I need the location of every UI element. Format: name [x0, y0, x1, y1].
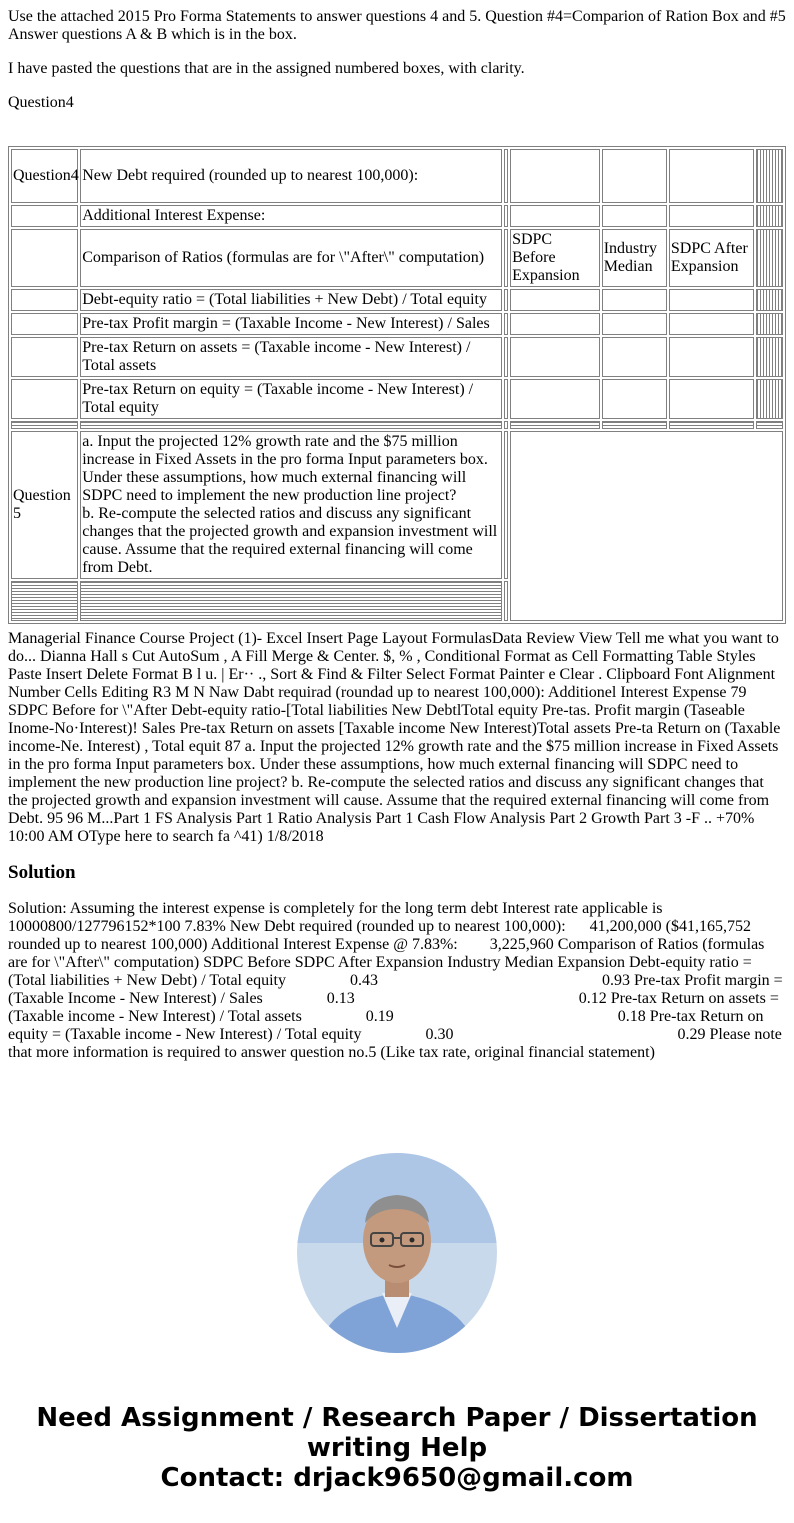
cell-empty — [669, 149, 755, 203]
q5-label: Question 5 — [11, 431, 78, 579]
intro-note: I have pasted the questions that are in the assigned numbered boxes, with clarity. — [8, 60, 525, 77]
cell-empty — [602, 149, 667, 203]
tutor-avatar — [297, 1153, 497, 1353]
row-additional-interest: Additional Interest Expense: — [80, 205, 502, 227]
cta-line-1: Need Assignment / Research Paper / Dissertation — [36, 1403, 758, 1433]
cta-contact-email: Contact: drjack9650@gmail.com — [160, 1463, 634, 1493]
excel-screenshot-text: Managerial Finance Course Project (1)- Excel Insert Page Layout FormulasData Review View Tell me what you want to do... Dianna Hall s Cut AutoSum , A Fill Merge & Center. $, % , Conditional Format as Cell Formatting Table Styles Paste Insert Delete Format B l u. | Er·· ., Sort & Find & Filter Select Format Painter e Clear . Clipboard Font Alignment Number Cells Editing R3 M N Naw Dabt requirad (roundad up to nearest 100,000): Additionel Interest Expense 79 SDPC Before for \"After Debt-equity ratio-[Total liabilities New DebtlTotal equity Pre-tas. Profit margin (Taseable Inome-No·Interest)! Sales Pre-tax Return on assets [Taxable income New Interest)Total assets Pre-ta Return on (Taxable income-Ne. Interest) , Total equit 87 a. Input the projected 12% growth rate and the $75 million increase in Fixed Assets in the pro forma Input parameters box. Under these assumptions, how much external financing will SDPC need to implement the new production line project? b. Re-compute the selected ratios and discuss any significant changes that the projected growth and expansion investment will cause. Assume that the required external financing will come from Debt. 95 96 M...Part 1 FS Analysis Part 1 Ratio Analysis Part 1 Cash Flow Analysis Part 2 Growth Part 3 -F .. +70% 10:00 AM OType here to search fa ^41) 1/8/2018 — [8, 630, 781, 845]
q5-part-b: b. Re-compute the selected ratios and discuss any significant changes that the projected growth and expansion investment will cause. Assume that the required external financing will come from Debt. — [82, 505, 498, 576]
cell-empty — [510, 149, 600, 203]
tutor-portrait-image — [297, 1153, 497, 1353]
question-table — [8, 146, 786, 624]
row-profit-margin: Pre-tax Profit margin = (Taxable Income - New Interest) / Sales — [80, 313, 502, 335]
header-industry-median: Industry Median — [602, 229, 667, 287]
row-new-debt: New Debt required (rounded up to nearest 100,000): — [80, 149, 502, 203]
q4-label: Question4 — [11, 149, 78, 203]
intro-question-label: Question4 — [8, 94, 74, 111]
solution-body: Solution: Assuming the interest expense is completely for the long term debt Interest rate applicable is 10000800/127796152*100 7.83% New Debt required (rounded up to nearest 100,000): 41,200,000 ($41,165,752 rounded up to nearest 100,000) Additional Interest Expense @ 7.83%: 3,225,960 Comparison of Ratios (formulas are for \"After\" computation) SDPC Before SDPC After Expansion Industry Median Expansion Debt-equity ratio = (Total liabilities + New Debt) / Total equity 0.43 0.93 Pre-tax Profit margin = (Taxable Income - New Interest) / Sales 0.13 0.12 Pre-tax Return on assets = (Taxable income - New Interest) / Total assets 0.19 0.18 Pre-tax Return on equity = (Taxable income - New Interest) / Total equity 0.30 0.29 Please note that more information is required to answer question no.5 (Like tax rate, original financial statement) — [8, 900, 787, 1061]
row-return-on-assets: Pre-tax Return on assets = (Taxable income - New Interest) / Total assets — [80, 337, 502, 377]
header-sdpc-before: SDPC Before Expansion — [510, 229, 600, 287]
header-sdpc-after: SDPC After Expansion — [669, 229, 755, 287]
row-comparison-of-ratios: Comparison of Ratios (formulas are for \"After\" computation) — [80, 229, 502, 287]
row-return-on-equity: Pre-tax Return on equity = (Taxable income - New Interest) / Total equity — [80, 379, 502, 419]
contact-banner — [0, 1403, 794, 1493]
row-debt-equity: Debt-equity ratio = (Total liabilities + New Debt) / Total equity — [80, 289, 502, 311]
q5-text — [80, 431, 502, 579]
q5-part-a: a. Input the projected 12% growth rate and the $75 million increase in Fixed Assets in the pro forma Input parameters box. Under these assumptions, how much external financing will SDPC need to implement the new production line project? — [82, 433, 488, 504]
intro-instructions: Use the attached 2015 Pro Forma Statements to answer questions 4 and 5. Question #4=Comparion of Ration Box and #5 Answer questions A & B which is in the box. — [8, 8, 786, 43]
solution-heading: Solution — [8, 862, 76, 883]
cta-line-2: writing Help — [306, 1433, 488, 1463]
cell-empty — [11, 205, 78, 227]
